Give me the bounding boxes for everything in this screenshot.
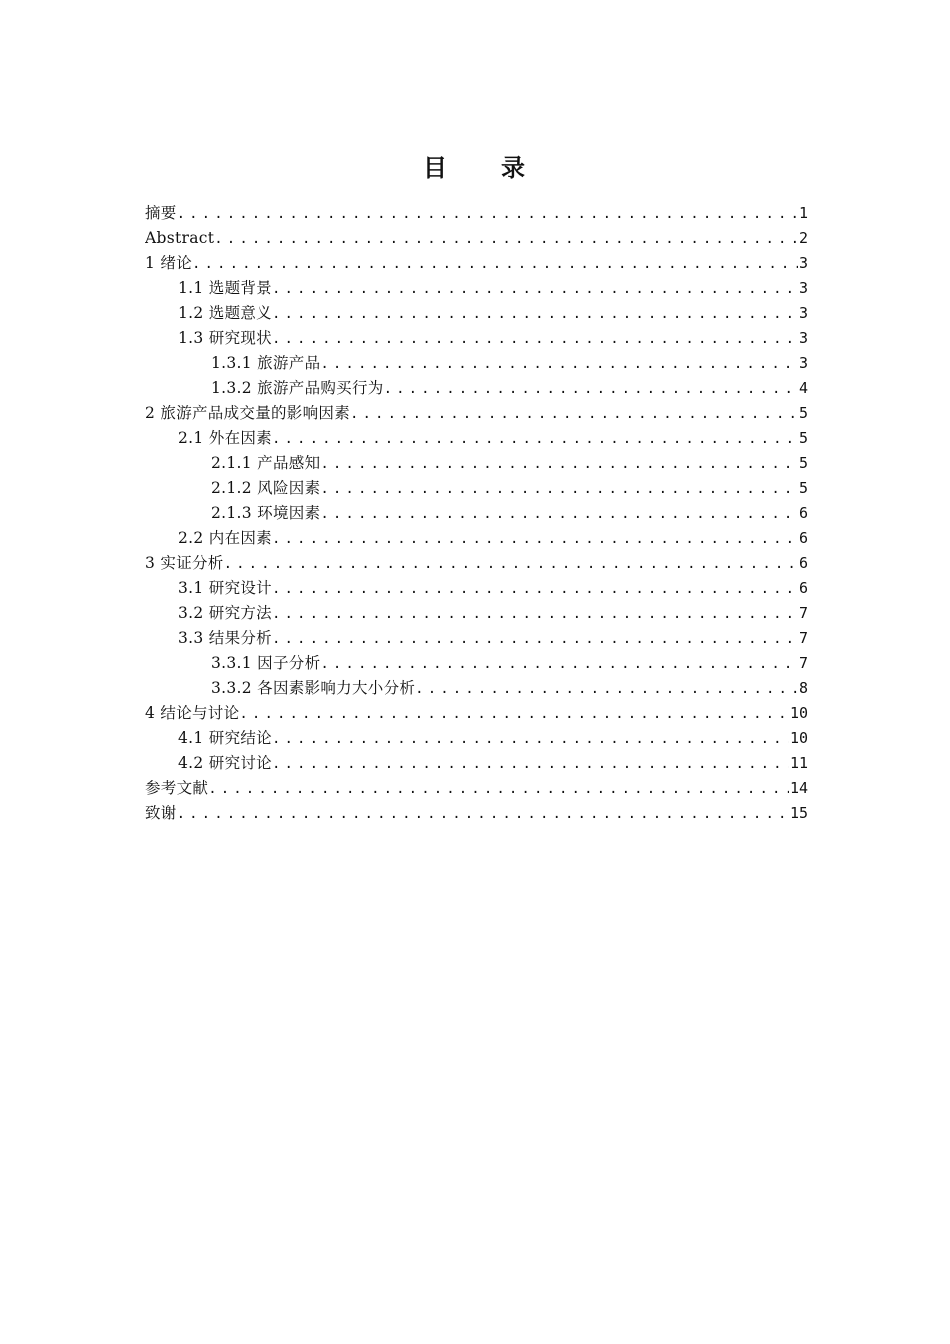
- toc-dot-leader: [239, 702, 789, 726]
- toc-entry[interactable]: [145, 801, 808, 826]
- toc-page-number: 7: [798, 629, 808, 647]
- toc-dot-leader: [224, 552, 798, 576]
- toc-entry[interactable]: [145, 601, 808, 626]
- toc-page-number: 11: [789, 754, 808, 772]
- toc-dot-leader: [272, 577, 798, 601]
- toc-dot-leader: [208, 777, 789, 801]
- toc-entry-label: 致谢: [145, 804, 177, 822]
- toc-entry-label: 2.1.3 环境因素: [211, 504, 321, 522]
- toc-page-number: 7: [798, 654, 808, 672]
- title-char-1: 目: [423, 154, 449, 182]
- toc-entry[interactable]: [145, 201, 808, 226]
- toc-dot-leader: [272, 627, 798, 651]
- toc-entry-label: 2 旅游产品成交量的影响因素: [145, 404, 350, 422]
- toc-entry[interactable]: [145, 701, 808, 726]
- toc-entry[interactable]: [145, 326, 808, 351]
- toc-page-number: 14: [789, 779, 808, 797]
- toc-entry[interactable]: [145, 251, 808, 276]
- toc-dot-leader: [272, 302, 798, 326]
- toc-dot-leader: [384, 377, 798, 401]
- toc-dot-leader: [320, 352, 798, 376]
- toc-entry[interactable]: [145, 676, 808, 701]
- toc-dot-leader: [320, 452, 798, 476]
- toc-entry[interactable]: [145, 426, 808, 451]
- toc-entry-label: 2.2 内在因素: [178, 529, 272, 547]
- toc-page-number: 3: [798, 279, 808, 297]
- toc-dot-leader: [177, 802, 789, 826]
- table-of-contents: [145, 201, 808, 826]
- toc-page-number: 3: [798, 254, 808, 272]
- toc-entry[interactable]: [145, 776, 808, 801]
- toc-page-number: 8: [798, 679, 808, 697]
- toc-dot-leader: [272, 527, 798, 551]
- toc-page-number: 15: [789, 804, 808, 822]
- toc-entry[interactable]: [145, 226, 808, 251]
- toc-entry[interactable]: [145, 451, 808, 476]
- toc-entry[interactable]: [145, 376, 808, 401]
- toc-entry-label: 3.3.1 因子分析: [211, 654, 321, 672]
- toc-dot-leader: [214, 227, 798, 251]
- toc-entry-label: 1.1 选题背景: [178, 279, 272, 297]
- toc-page-number: 7: [798, 604, 808, 622]
- toc-entry-label: 3.2 研究方法: [178, 604, 272, 622]
- toc-entry-label: 4.2 研究讨论: [178, 754, 272, 772]
- toc-page-number: 10: [789, 729, 808, 747]
- toc-page-number: 5: [798, 429, 808, 447]
- toc-dot-leader: [272, 327, 798, 351]
- toc-page-number: 3: [798, 329, 808, 347]
- toc-entry-label: 3.3 结果分析: [178, 629, 272, 647]
- toc-dot-leader: [177, 202, 798, 226]
- toc-page-number: 5: [798, 479, 808, 497]
- toc-dot-leader: [320, 652, 798, 676]
- toc-page-number: 5: [798, 454, 808, 472]
- toc-entry[interactable]: [145, 501, 808, 526]
- toc-dot-leader: [272, 727, 789, 751]
- toc-entry-label: 4.1 研究结论: [178, 729, 272, 747]
- toc-entry-label: Abstract: [145, 229, 215, 247]
- toc-entry-label: 1.2 选题意义: [178, 304, 272, 322]
- toc-page-number: 6: [798, 504, 808, 522]
- toc-entry-label: 1.3 研究现状: [178, 329, 272, 347]
- toc-dot-leader: [272, 602, 798, 626]
- toc-page-number: 5: [798, 404, 808, 422]
- toc-entry[interactable]: [145, 576, 808, 601]
- title-char-2: 录: [501, 154, 527, 182]
- toc-entry[interactable]: [145, 751, 808, 776]
- toc-page-number: 6: [798, 579, 808, 597]
- toc-entry-label: 3 实证分析: [145, 554, 224, 572]
- toc-entry-label: 摘要: [145, 204, 177, 222]
- toc-entry[interactable]: [145, 476, 808, 501]
- toc-entry-label: 1.3.1 旅游产品: [211, 354, 321, 372]
- toc-page-number: 3: [798, 304, 808, 322]
- toc-entry[interactable]: [145, 301, 808, 326]
- toc-dot-leader: [415, 677, 798, 701]
- toc-dot-leader: [320, 502, 798, 526]
- toc-page-number: 10: [789, 704, 808, 722]
- toc-entry-label: 1 绪论: [145, 254, 192, 272]
- toc-entry[interactable]: [145, 726, 808, 751]
- toc-entry-label: 4 结论与讨论: [145, 704, 240, 722]
- toc-entry-label: 2.1.2 风险因素: [211, 479, 321, 497]
- toc-page-number: 6: [798, 554, 808, 572]
- toc-page-number: 4: [798, 379, 808, 397]
- toc-entry-label: 1.3.2 旅游产品购买行为: [211, 379, 384, 397]
- toc-page-number: 2: [798, 229, 808, 247]
- toc-entry-label: 参考文献: [145, 779, 209, 797]
- page-title: [0, 148, 950, 183]
- toc-dot-leader: [272, 752, 789, 776]
- toc-entry[interactable]: [145, 276, 808, 301]
- toc-page-number: 6: [798, 529, 808, 547]
- toc-entry[interactable]: [145, 551, 808, 576]
- toc-entry[interactable]: [145, 651, 808, 676]
- toc-dot-leader: [272, 427, 798, 451]
- toc-entry-label: 2.1 外在因素: [178, 429, 272, 447]
- toc-dot-leader: [350, 402, 798, 426]
- toc-dot-leader: [192, 252, 798, 276]
- toc-page-number: 3: [798, 354, 808, 372]
- toc-entry-label: 3.3.2 各因素影响力大小分析: [211, 679, 416, 697]
- toc-dot-leader: [320, 477, 798, 501]
- toc-entry[interactable]: [145, 526, 808, 551]
- toc-entry[interactable]: [145, 401, 808, 426]
- toc-entry[interactable]: [145, 351, 808, 376]
- toc-dot-leader: [272, 277, 798, 301]
- toc-entry[interactable]: [145, 626, 808, 651]
- toc-entry-label: 3.1 研究设计: [178, 579, 272, 597]
- toc-page-number: 1: [798, 204, 808, 222]
- toc-entry-label: 2.1.1 产品感知: [211, 454, 321, 472]
